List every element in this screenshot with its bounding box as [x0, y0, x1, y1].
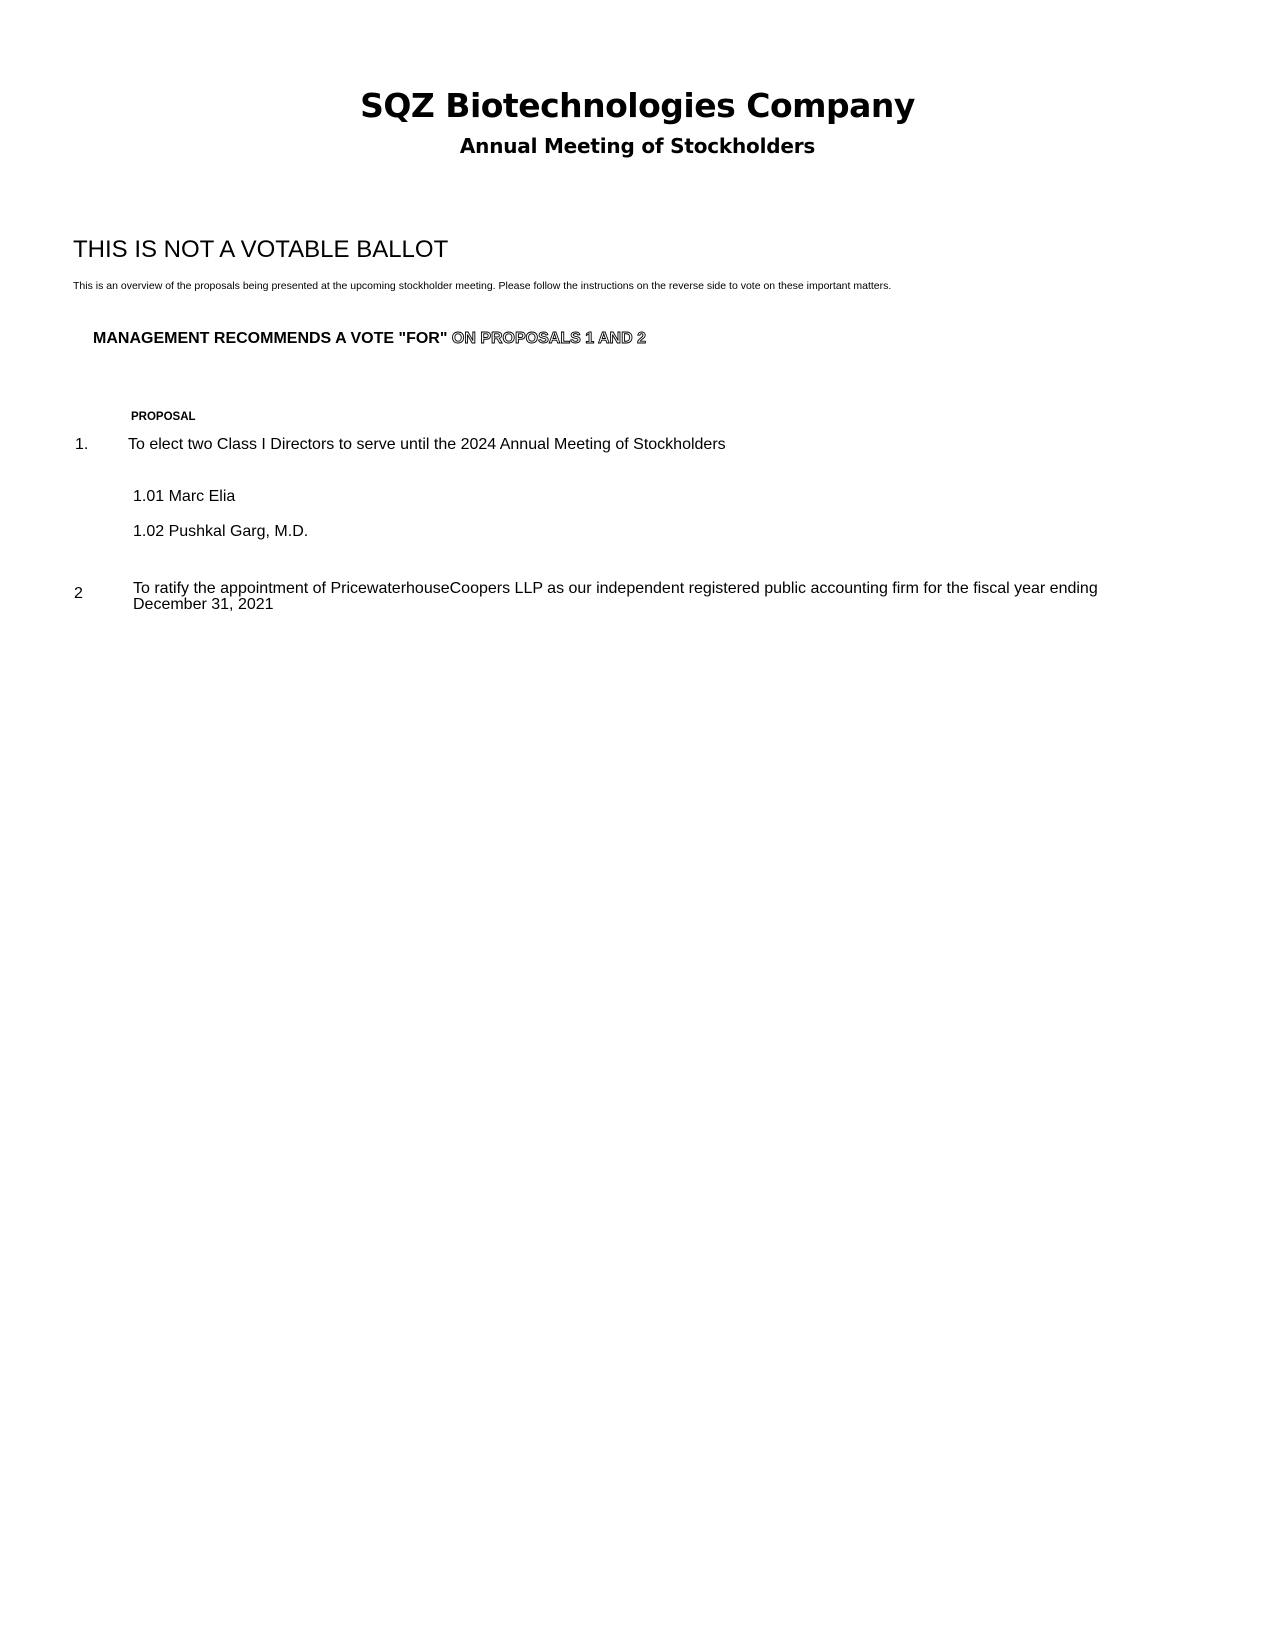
recommendation-proposals-text: ON PROPOSALS 1 AND 2: [447, 330, 646, 347]
nominee-1: 1.01 Marc Elia: [133, 488, 236, 505]
overview-text: This is an overview of the proposals being presented at the upcoming stockholder meeting. Please follow the instructions on the reverse side to vote on these important matters.: [73, 280, 892, 292]
proposal-2-number: 2: [74, 585, 83, 602]
nominee-2: 1.02 Pushkal Garg, M.D.: [133, 523, 309, 540]
management-recommendation: [93, 330, 646, 348]
proposal-1-number: 1.: [75, 436, 89, 453]
proposal-column-header: PROPOSAL: [131, 411, 196, 423]
proposal-1-text: To elect two Class I Directors to serve until the 2024 Annual Meeting of Stockholders: [128, 436, 726, 453]
recommendation-text: MANAGEMENT RECOMMENDS A VOTE "FOR": [93, 330, 448, 347]
proposal-2-text: To ratify the appointment of PricewaterhouseCoopers LLP as our independent registered public accounting firm for the fiscal year ending December 31, 2021: [133, 580, 1098, 613]
meeting-subtitle: Annual Meeting of Stockholders: [459, 134, 816, 158]
company-title: SQZ Biotechnologies Company: [360, 86, 915, 125]
not-votable-heading: THIS IS NOT A VOTABLE BALLOT: [73, 236, 449, 263]
